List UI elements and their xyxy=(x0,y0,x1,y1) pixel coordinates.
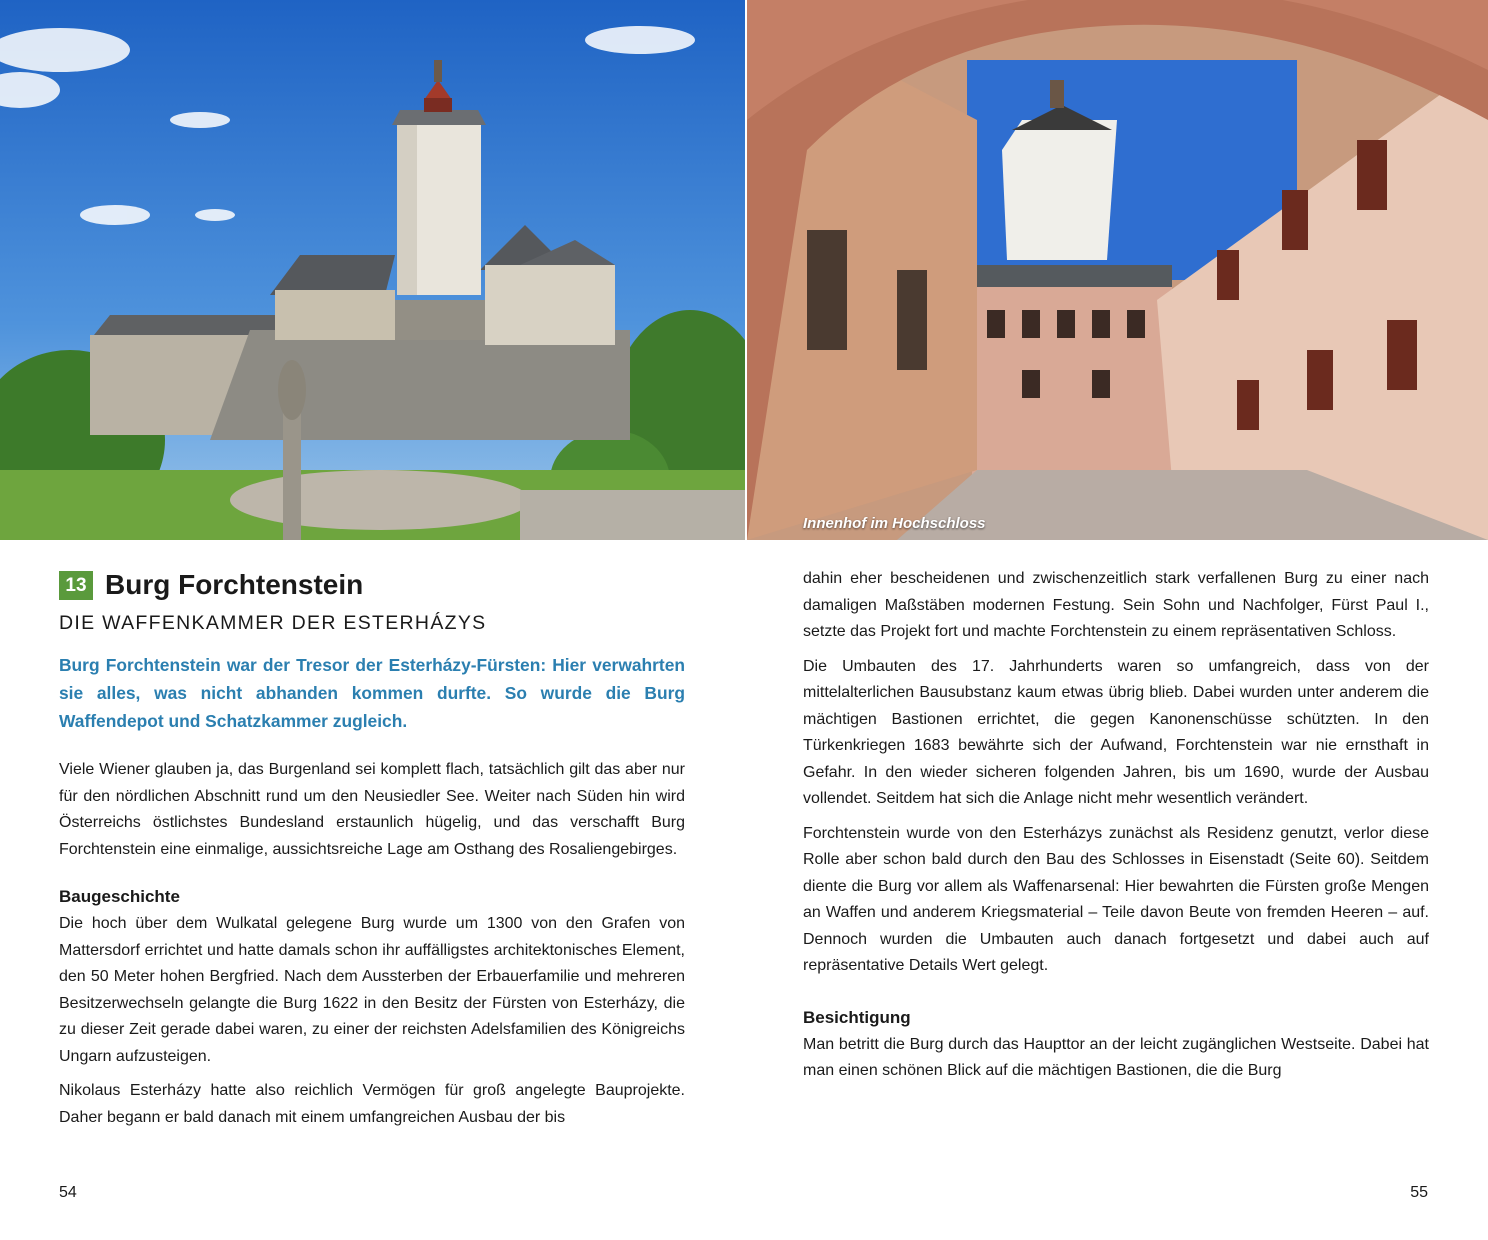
section-heading-besichtigung: Besichtigung xyxy=(803,1007,911,1027)
body-paragraph: Die hoch über dem Wulkatal gelegene Burg wurde um 1300 von den Grafen von Mattersdorf errichtet und hatte damals schon ihr auffälligstes architektonisches Element, den 50 Meter hohen Bergfried. Nach dem Aussterben der Erbauerfamilie und mehreren Besitzerwechseln gelangte die Burg 1622 in den Besitz der Fürsten von Esterházy, die zu dieser Zeit gerade dabei waren, zu einer der reichsten Adelsfamilien des Königreichs Ungarn aufzusteigen. xyxy=(59,915,685,1065)
page-number-right: 55 xyxy=(1410,1184,1428,1201)
lead-paragraph: Burg Forchtenstein war der Tresor der Esterházy-Fürsten: Hier verwahrten sie alles, was nicht abhanden kommen durfte. So wurde die Burg Waffendepot und Schatzkammer zugleich. xyxy=(59,655,685,731)
body-paragraph: Nikolaus Esterházy hatte also reichlich Vermögen für groß angelegte Bauprojekte. Daher begann er bald danach mit einem umfangreichen Ausbau der bis xyxy=(59,1082,685,1126)
left-page-column xyxy=(59,566,685,1131)
photo-caption: Innenhof im Hochschloss xyxy=(803,515,986,532)
page-subtitle: DIE WAFFENKAMMER DER ESTERHÁZYS xyxy=(59,612,487,634)
body-paragraph: Man betritt die Burg durch das Haupttor an der leicht zugänglichen Westseite. Dabei hat man einen schönen Blick auf die mächtigen Bastionen, die die Burg xyxy=(803,1035,1429,1079)
courtyard-illustration xyxy=(747,0,1488,540)
section-heading-baugeschichte: Baugeschichte xyxy=(59,887,180,906)
courtyard-photo xyxy=(747,0,1488,540)
page-number-left: 54 xyxy=(59,1184,77,1201)
page-title: Burg Forchtenstein xyxy=(105,569,364,600)
body-paragraph: dahin eher bescheidenen und zwischenzeitlich stark verfallenen Burg zu einer nach damaligen Maßstäben modernen Festung. Sein Sohn und Nachfolger, Fürst Paul I., setzte das Projekt fort und machte Forchtenstein zu einem repräsentativen Schloss. xyxy=(803,570,1429,640)
castle-exterior-illustration xyxy=(0,0,745,540)
castle-exterior-photo xyxy=(0,0,745,540)
right-page-column xyxy=(803,566,1429,1085)
intro-paragraph: Viele Wiener glauben ja, das Burgenland sei komplett flach, tatsächlich gilt das aber nur für den nördlichen Abschnitt rund um den Neusiedler See. Weiter nach Süden hin wird Österreichs östlichstes Bundesland erstaunlich hügelig, und das verschafft Burg Forchtenstein eine einmalige, aussichtsreiche Lage am Osthang des Rosaliengebirges. xyxy=(59,761,685,858)
body-paragraph: Forchtenstein wurde von den Esterházys zunächst als Residenz genutzt, verlor diese Rolle aber schon bald durch den Bau des Schlosses in Eisenstadt (Seite 60). Seitdem diente die Burg vor allem als Waffenarsenal: Hier bewahrten die Fürsten große Mengen an Waffen und anderem Kriegsmaterial – Teile davon Beute von fremden Heeren – auf. Dennoch wurden die Umbauten auch danach fortgesetzt und dabei auch auf repräsentative Details Wert gelegt. xyxy=(803,824,1429,974)
body-paragraph: Die Umbauten des 17. Jahrhunderts waren so umfangreich, dass von der mittelalterlichen Bausubstanz kaum etwas übrig blieb. Dabei wurden unter anderem die mächtigen Bastionen errichtet, die gegen Kanonenschüsse schützten. In den Türkenkriegen 1683 bewährte sich der Aufwand, Forchtenstein war nie ernsthaft in Gefahr. In den wieder sicheren folgenden Jahren, bis um 1690, wurde der Ausbau vollendet. Seitdem hat sich die Anlage nicht mehr wesentlich verändert. xyxy=(803,657,1429,807)
chapter-heading xyxy=(59,566,685,604)
chapter-number-badge: 13 xyxy=(59,571,93,600)
